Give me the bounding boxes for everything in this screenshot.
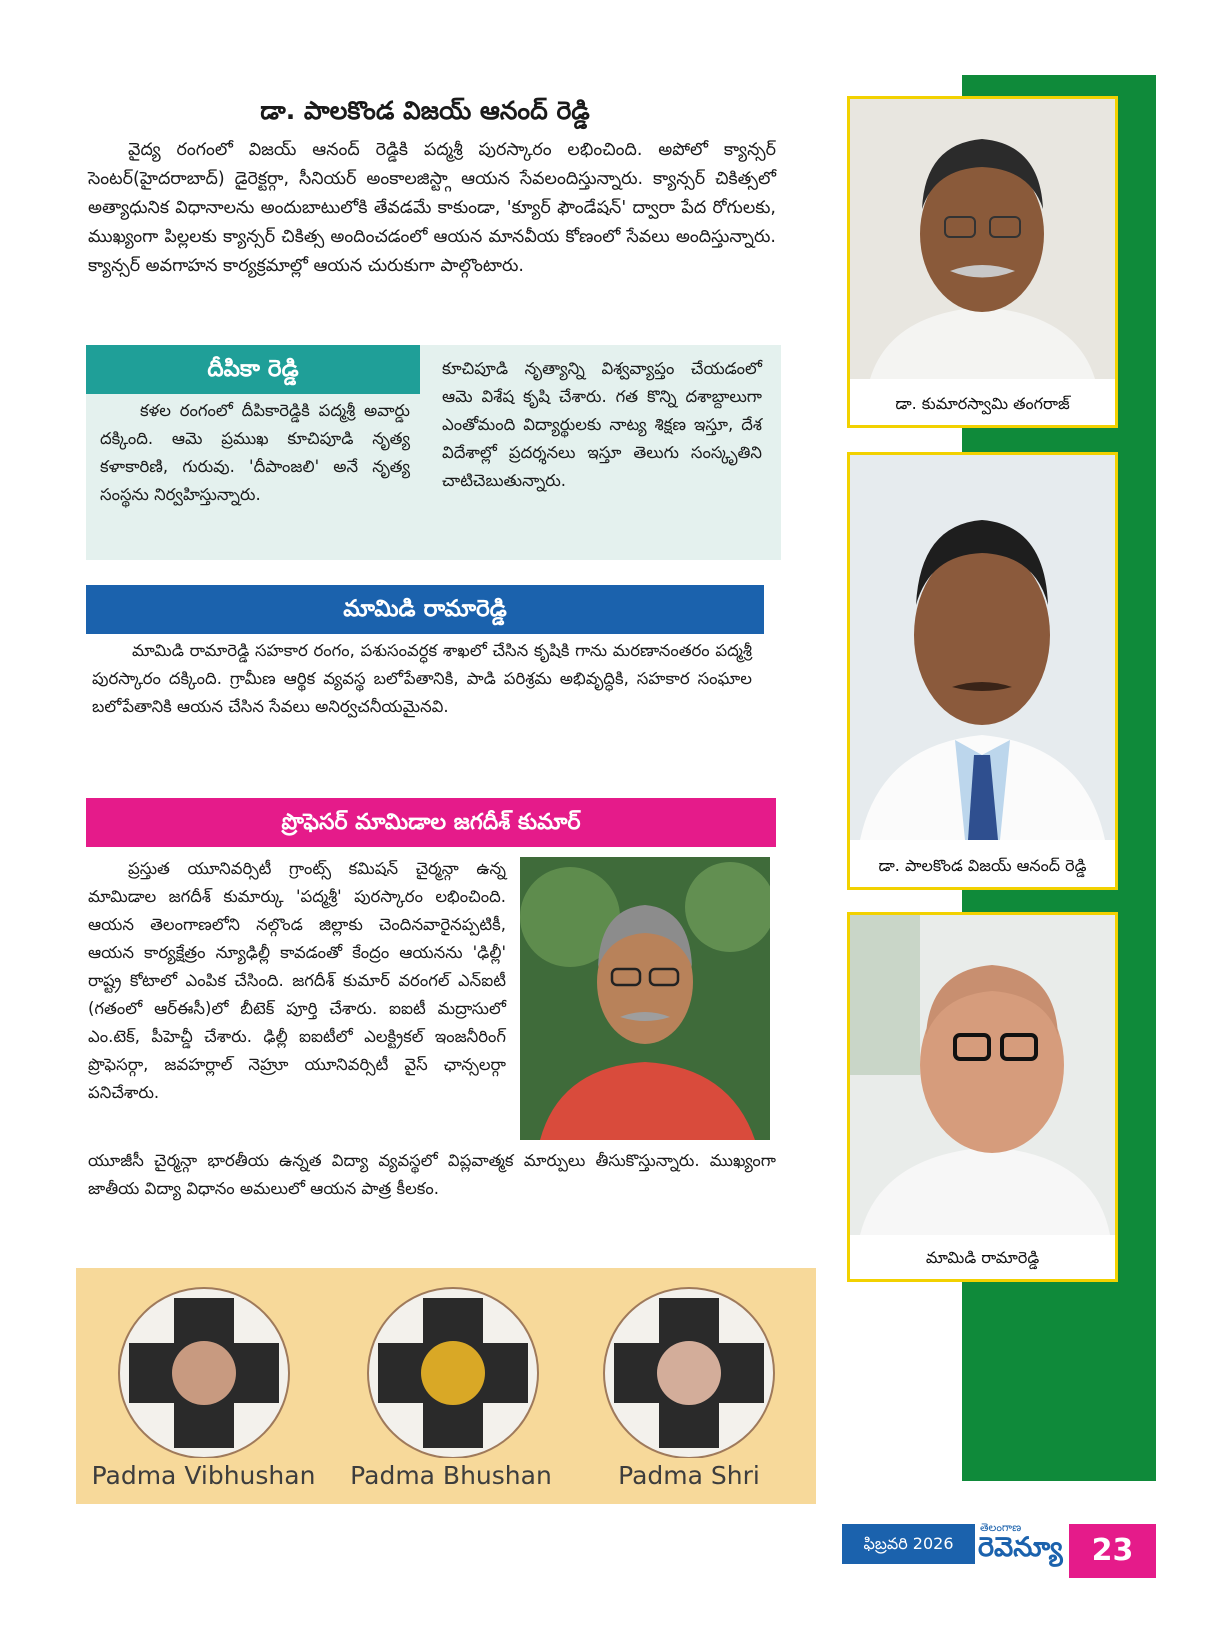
padma-vibhushan-medal-icon [119, 1288, 289, 1458]
page-number: 23 [1069, 1524, 1156, 1578]
padma-bhushan-label: Padma Bhushan [350, 1461, 552, 1490]
jagadish-kumar-portrait-image [520, 857, 770, 1140]
footer-state-label: తెలంగాణ [980, 1521, 1022, 1534]
vijay-anand-portrait-image [850, 455, 1115, 840]
footer-brand-logo: రెవెన్యూ [978, 1532, 1063, 1563]
jagadish-body-bottom: యూజీసీ చైర్మన్గా భారతీయ ఉన్నత విద్యా వ్యవస్థలో విప్లవాత్మక మార్పులు తీసుకొస్తున్నారు. ముఖ్యంగా జాతీయ విద్యా విధానం అమలులో ఆయన పాత్ర కీలకం. [88, 1151, 776, 1198]
mamidi-section-title: మామిడి రామారెడ్డి [86, 585, 764, 634]
photo-mamidi-rama-reddy [847, 912, 1118, 1282]
jagadish-body-top: ప్రస్తుత యూనివర్సిటీ గ్రాంట్స్ కమిషన్ చైర్మన్గా ఉన్న మామిడాల జగదీశ్ కుమార్కు 'పద్మశ్రీ' పురస్కారం లభించింది. ఆయన తెలంగాణలోని నల్గొండ జిల్లాకు చెందినవారైనప్పటికీ, ఆయన కార్యక్షేత్రం న్యూఢిల్లీ కావడంతో కేంద్రం ఆయనను 'ఢిల్లీ' రాష్ట్ర కోటాలో ఎంపిక చేసింది. జగదీశ్ కుమార్ వరంగల్ ఎన్ఐటీ (గతంలో ఆర్ఈసీ)లో బీటెక్ పూర్తి చేశారు. ఐఐటీ మద్రాసులో ఎం.టెక్, పీహెచ్డీ చేశారు. ఢిల్లీ ఐఐటీలో ఎలక్ట్రికల్ ఇంజనీరింగ్ ప్రొఫెసర్గా, జవహర్లాల్ నెహ్రూ యూనివర్సిటీ వైస్ ఛాన్సలర్గా పనిచేశారు. [88, 859, 506, 1102]
photo-vijay-anand-caption: డా. పాలకొండ విజయ్ ఆనంద్ రెడ్డి [878, 856, 1087, 875]
jagadish-kumar-photo [520, 857, 770, 1140]
padma-vibhushan-label: Padma Vibhushan [91, 1461, 316, 1490]
padma-shri-label: Padma Shri [618, 1461, 760, 1490]
vijay-section-body: వైద్య రంగంలో విజయ్ ఆనంద్ రెడ్డికి పద్మశ్రీ పురస్కారం లభించింది. అపోలో క్యాన్సర్ సెంటర్(హైదరాబాద్) డైరెక్టర్గా, సీనియర్ అంకాలజిస్ట్గా ఆయన సేవలందిస్తున్నారు. క్యాన్సర్ చికిత్సలో అత్యాధునిక విధానాలను అందుబాటులోకి తేవడమే కాకుండా, 'క్యూర్ ఫౌండేషన్' ద్వారా పేద రోగులకు, ముఖ్యంగా పిల్లలకు క్యాన్సర్ చికిత్స అందించడంలో ఆయన మానవీయ కోణంలో సేవలు అందిస్తున్నారు. క్యాన్సర్ అవగాహన కార్యక్రమాల్లో ఆయన చురుకుగా పాల్గొంటారు. [88, 140, 776, 276]
jagadish-section-title: ప్రొఫెసర్ మామిడాల జగదీశ్ కుమార్ [86, 798, 776, 847]
mamidi-rama-reddy-portrait-image [850, 915, 1115, 1235]
photo-kumaraswamy [847, 96, 1118, 428]
photo-vijay-anand [847, 452, 1118, 890]
footer-date: ఫిబ్రవరి 2026 [842, 1524, 975, 1564]
mamidi-section-body: మామిడి రామారెడ్డి సహకార రంగం, పశుసంవర్ధక శాఖలో చేసిన కృషికి గాను మరణానంతరం పద్మశ్రీ పురస్కారం దక్కింది. గ్రామీణ ఆర్థిక వ్యవస్థ బలోపేతానికి, పాడి పరిశ్రమ అభివృద్ధికి, సహకార సంఘాల బలోపేతానికి ఆయన చేసిన సేవలు అనిర్వచనీయమైనవి. [92, 641, 752, 716]
kumaraswamy-portrait-image [850, 99, 1115, 379]
padma-bhushan-medal-icon [368, 1288, 538, 1458]
vijay-section-title: డా. పాలకొండ విజయ్ ఆనంద్ రెడ్డి [260, 96, 590, 125]
padma-medals-panel [76, 1268, 816, 1504]
photo-mamidi-rama-reddy-caption: మామిడి రామారెడ్డి [925, 1248, 1040, 1267]
padma-shri-medal-icon [604, 1288, 774, 1458]
padma-medals-image [76, 1268, 816, 1458]
deepika-body-right: కూచిపూడి నృత్యాన్ని విశ్వవ్యాప్తం చేయడంలో ఆమె విశేష కృషి చేశారు. గత కొన్ని దశాబ్దాలుగా ఎంతోమంది విద్యార్థులకు నాట్య శిక్షణ ఇస్తూ, దేశ విదేశాల్లో ప్రదర్శనలు ఇస్తూ తెలుగు సంస్కృతిని చాటిచెబుతున్నారు. [442, 359, 762, 490]
deepika-body-left: కళల రంగంలో దీపికారెడ్డికి పద్మశ్రీ అవార్డు దక్కింది. ఆమె ప్రముఖ కూచిపూడి నృత్య కళాకారిణి, గురువు. 'దీపాంజలి' అనే నృత్య సంస్థను నిర్వహిస్తున్నారు. [100, 401, 410, 504]
photo-kumaraswamy-caption: డా. కుమారస్వామి తంగరాజ్ [895, 394, 1070, 413]
deepika-section-title: దీపికా రెడ్డి [86, 345, 420, 394]
